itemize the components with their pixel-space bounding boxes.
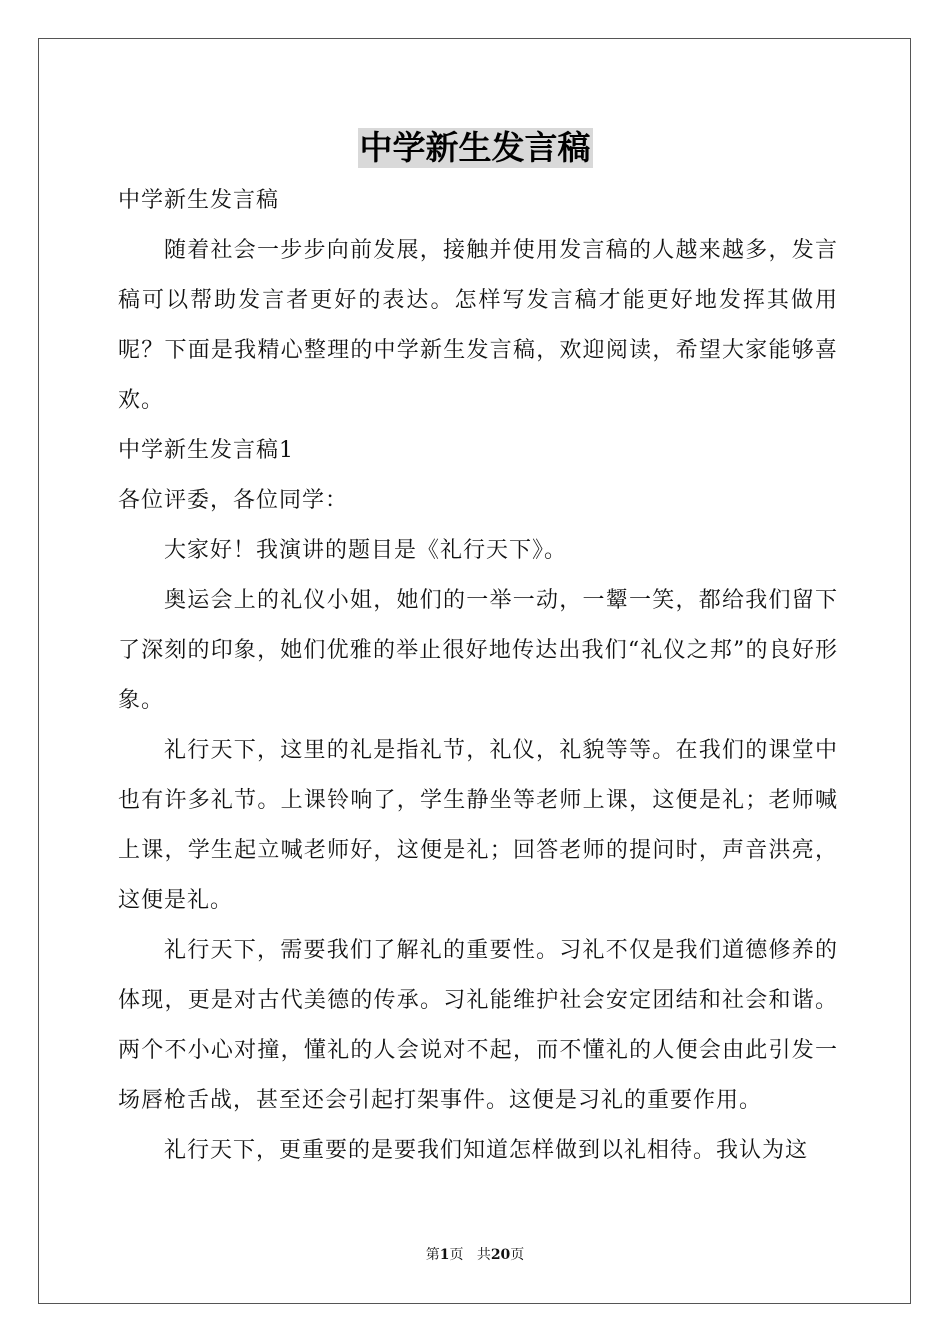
footer-page-number: 1 <box>439 1247 450 1263</box>
paragraph: 中学新生发言稿 <box>118 188 280 213</box>
footer-total-prefix: 共 <box>476 1247 491 1263</box>
paragraph: 奥运会上的礼仪小姐，她们的一举一动，一颦一笑，都给我们留下了深刻的印象，她们优雅的举止很好地传达出我们“礼仪之邦”的良好形象。 <box>118 588 838 713</box>
paragraph: 礼行天下，需要我们了解礼的重要性。习礼不仅是我们道德修养的体现，更是对古代美德的传承。习礼能维护社会安定团结和社会和谐。两个不小心对撞，懂礼的人会说对不起，而不懂礼的人便会由此引发一场唇枪舌战，甚至还会引起打架事件。这便是习礼的重要作用。 <box>118 938 838 1113</box>
paragraph: 大家好！我演讲的题目是《礼行天下》。 <box>164 538 568 563</box>
footer-page-prefix: 第 <box>425 1247 440 1263</box>
document-title: 中学新生发言稿 <box>359 128 591 167</box>
footer-total-suffix: 页 <box>510 1247 525 1263</box>
paragraph: 各位评委，各位同学： <box>118 488 349 513</box>
footer-total-pages: 20 <box>490 1247 511 1263</box>
paragraph: 中学新生发言稿1 <box>118 438 294 463</box>
title-container <box>0 128 950 168</box>
footer-page-suffix: 页 <box>449 1247 464 1263</box>
page-footer <box>0 1244 950 1264</box>
paragraph: 礼行天下，更重要的是要我们知道怎样做到以礼相待。我认为这 <box>164 1138 809 1163</box>
paragraph: 随着社会一步步向前发展，接触并使用发言稿的人越来越多，发言稿可以帮助发言者更好的表达。怎样写发言稿才能更好地发挥其做用呢？下面是我精心整理的中学新生发言稿，欢迎阅读，希望大家能够喜欢。 <box>118 238 838 413</box>
document-body <box>118 176 838 1176</box>
paragraph: 礼行天下，这里的礼是指礼节，礼仪，礼貌等等。在我们的课堂中也有许多礼节。上课铃响了，学生静坐等老师上课，这便是礼；老师喊上课，学生起立喊老师好，这便是礼；回答老师的提问时，声音洪亮，这便是礼。 <box>118 738 838 913</box>
